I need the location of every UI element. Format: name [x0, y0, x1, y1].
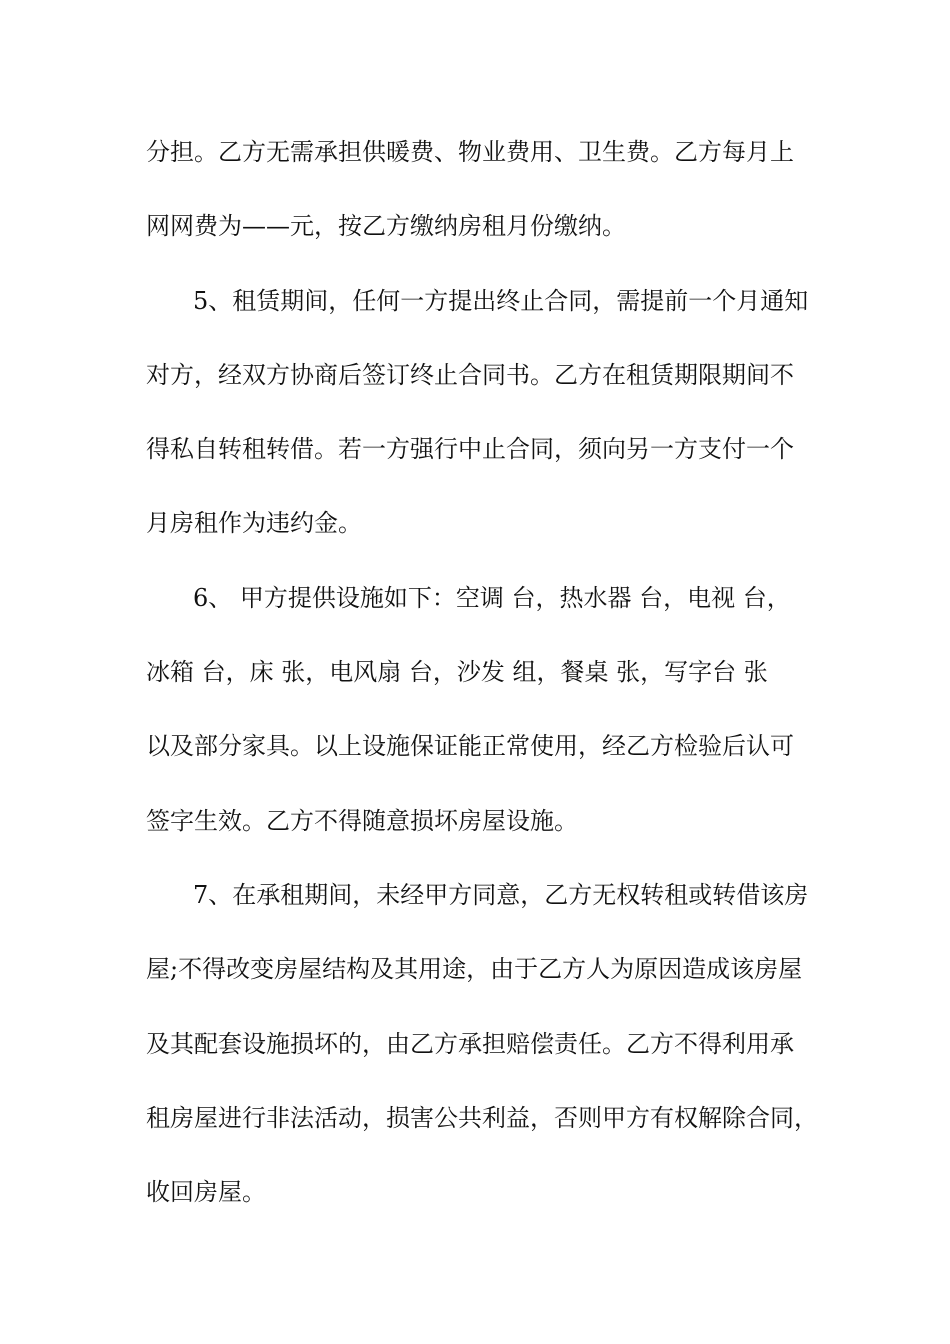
- text-line: 冰箱 台，床 张，电风扇 台，沙发 组，餐桌 张，写字台 张: [146, 658, 768, 686]
- clause-7-start: 7、在承租期间，未经甲方同意，乙方无权转租或转借该房: [193, 881, 809, 909]
- text-line: 签字生效。乙方不得随意损坏房屋设施。: [146, 807, 578, 835]
- text-line: 及其配套设施损坏的，由乙方承担赔偿责任。乙方不得利用承: [146, 1030, 794, 1058]
- text-line: 收回房屋。: [146, 1178, 266, 1206]
- text-line: 屋;不得改变房屋结构及其用途，由于乙方人为原因造成该房屋: [146, 955, 803, 983]
- clause-5-start: 5、租赁期间，任何一方提出终止合同，需提前一个月通知: [193, 287, 809, 315]
- text-line: 月房租作为违约金。: [146, 509, 362, 537]
- text-line: 对方，经双方协商后签订终止合同书。乙方在租赁期限期间不: [146, 361, 794, 389]
- text-line: 租房屋进行非法活动，损害公共利益，否则甲方有权解除合同，: [146, 1104, 818, 1132]
- text-line: 网网费为——元，按乙方缴纳房租月份缴纳。: [146, 212, 626, 240]
- clause-6-start: 6、 甲方提供设施如下：空调 台，热水器 台，电视 台，: [193, 584, 791, 612]
- text-line: 得私自转租转借。若一方强行中止合同，须向另一方支付一个: [146, 435, 794, 463]
- text-line: 以及部分家具。以上设施保证能正常使用，经乙方检验后认可: [146, 732, 794, 760]
- text-line: 分担。乙方无需承担供暖费、物业费用、卫生费。乙方每月上: [146, 138, 794, 166]
